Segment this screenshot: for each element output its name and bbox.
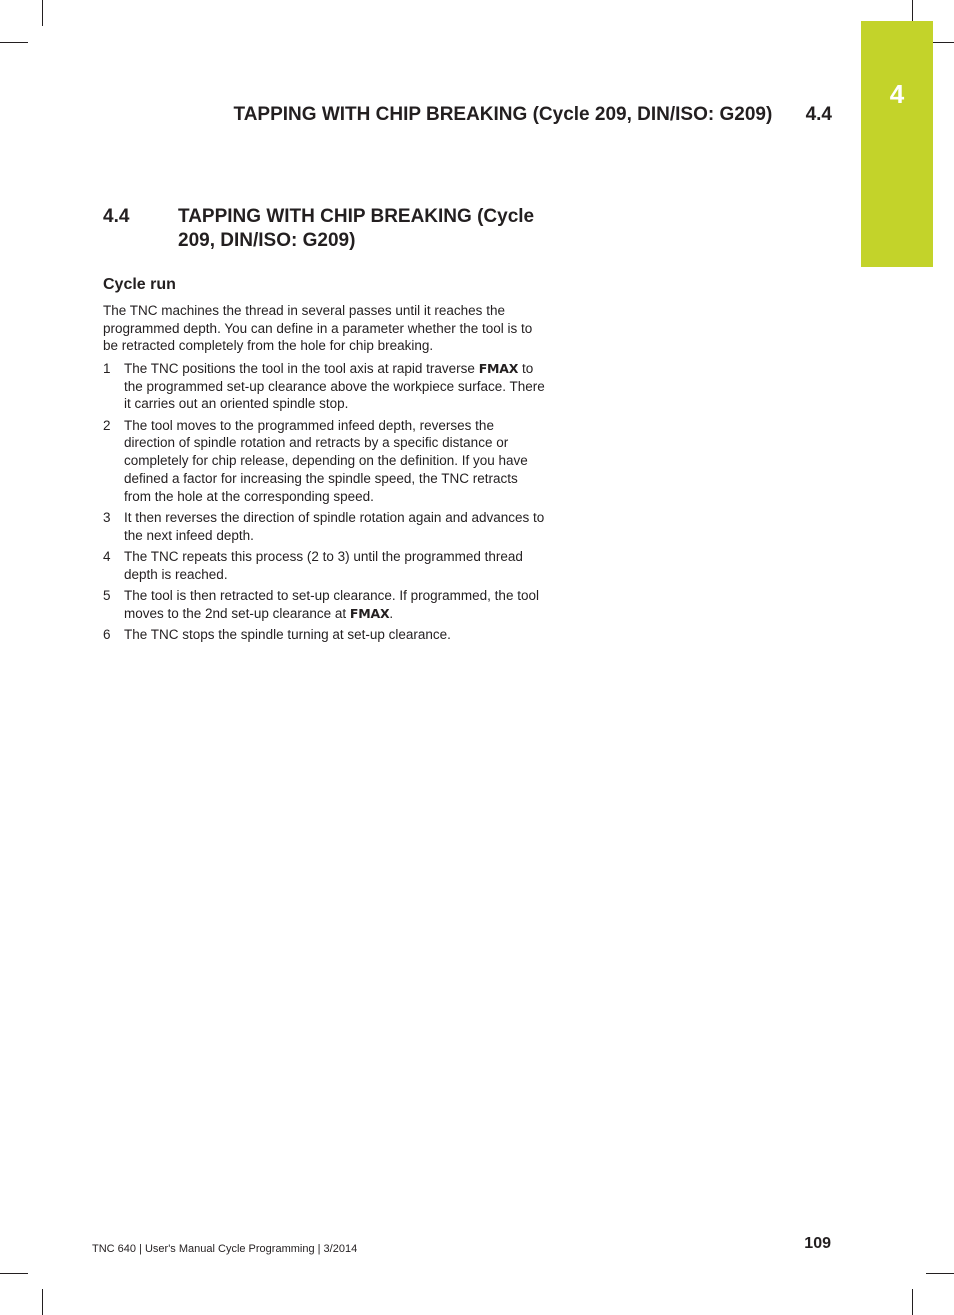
section-number: 4.4: [103, 206, 130, 227]
list-item: [103, 587, 548, 622]
step-text: .: [389, 605, 394, 621]
step-number: 2: [103, 417, 111, 433]
steps-list: [103, 360, 548, 647]
footer-text: TNC 640 | User's Manual Cycle Programming | 3/2014: [92, 1243, 358, 1255]
crop-mark: [926, 1273, 954, 1274]
list-item: [103, 548, 548, 583]
step-number: 3: [103, 509, 111, 525]
step-text: The TNC positions the tool in the tool axis at rapid traverse: [124, 361, 479, 376]
step-text: The TNC stops the spindle turning at set-up clearance.: [124, 626, 451, 642]
step-number: 4: [103, 548, 111, 564]
crop-mark: [42, 0, 43, 26]
step-number: 1: [103, 361, 111, 376]
chapter-number: 4: [889, 79, 905, 109]
running-head-title: TAPPING WITH CHIP BREAKING (Cycle 209, DIN/ISO: G209): [233, 104, 773, 125]
step-text: The TNC repeats this process (2 to 3) until the programmed thread depth is reached.: [124, 548, 523, 582]
list-item: [103, 360, 548, 413]
list-item: [103, 509, 548, 544]
list-item: [103, 417, 548, 506]
section-title-line: 209, DIN/ISO: G209): [178, 230, 356, 251]
keyword: FMAX: [349, 605, 390, 621]
step-text: The tool moves to the programmed infeed depth, reverses the direction of spindle rotation and retracts by a specific distance or completely for chip release, depending on the definition. If you have defined a factor for increasing the spindle speed, the TNC retracts from the hole at the corresponding speed.: [124, 417, 528, 504]
page-number: 109: [804, 1235, 831, 1252]
step-number: 5: [103, 587, 111, 603]
intro-paragraph: The TNC machines the thread in several passes until it reaches the programmed depth. You can define in a parameter whether the tool is to be retracted completely from the hole for chip breaking.: [103, 303, 533, 354]
section-title-line: TAPPING WITH CHIP BREAKING (Cycle: [178, 206, 535, 227]
crop-mark: [0, 1273, 28, 1274]
step-text: It then reverses the direction of spindle rotation again and advances to the next infeed depth.: [124, 509, 545, 543]
crop-mark: [0, 42, 28, 43]
step-number: 6: [103, 626, 111, 642]
crop-mark: [42, 1289, 43, 1315]
keyword: FMAX: [478, 361, 519, 376]
chapter-tab: [861, 21, 933, 267]
section-title: [178, 205, 578, 253]
running-head-section: 4.4: [805, 104, 832, 125]
step-text: The tool is then retracted to set-up clearance. If programmed, the tool moves to the 2nd set-up clearance at: [124, 587, 539, 621]
running-head: [234, 104, 833, 126]
subheading: Cycle run: [103, 276, 176, 293]
step-text: to the programmed set-up clearance above the workpiece surface. There it carries out an oriented spindle stop.: [124, 361, 545, 412]
list-item: [103, 626, 548, 644]
crop-mark: [912, 1289, 913, 1315]
